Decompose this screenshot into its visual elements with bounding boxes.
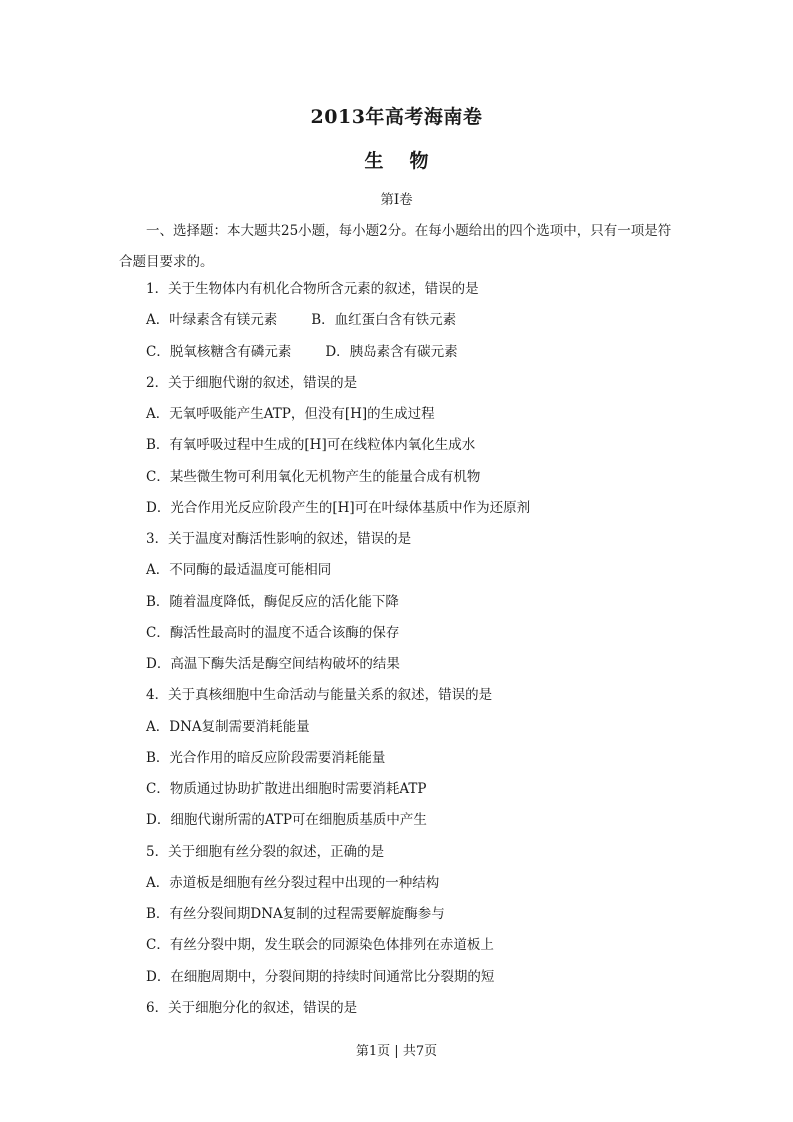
question-3-option-a: A．不同酶的最适温度可能相同 [146, 562, 332, 579]
section-instructions: 一、选择题：本大题共25小题，每小题2分。在每小题给出的四个选项中，只有一项是符合题目要求的。 [119, 223, 672, 270]
subject-heading: 生物 [364, 150, 455, 172]
question-2-option-a: A．无氧呼吸能产生ATP，但没有[H]的生成过程 [146, 406, 435, 422]
question-2-option-b: B．有氧呼吸过程中生成的[H]可在线粒体内氧化生成水 [146, 437, 476, 454]
question-5-option-b: B．有丝分裂间期DNA复制的过程需要解旋酶参与 [146, 906, 445, 922]
question-4-option-c: C．物质通过协助扩散进出细胞时需要消耗ATP [146, 781, 427, 797]
question-4-option-b: B．光合作用的暗反应阶段需要消耗能量 [146, 749, 386, 766]
question-1-stem: 1．关于生物体内有机化合物所含元素的叙述，错误的是 [146, 281, 479, 297]
question-3-option-b: B．随着温度降低，酶促反应的活化能下降 [146, 593, 399, 610]
question-5-stem: 5．关于细胞有丝分裂的叙述，正确的是 [146, 843, 385, 860]
question-1-option-c: C．脱氧核糖含有磷元素 [146, 343, 292, 360]
exam-title: 2013年高考海南卷 [310, 106, 483, 128]
page-footer: 第1页 | 共7页 [355, 1044, 438, 1059]
question-4-option-d: D．细胞代谢所需的ATP可在细胞质基质中产生 [146, 812, 427, 829]
question-3-option-d: D．高温下酶失活是酶空间结构破坏的结果 [146, 656, 400, 672]
question-3-stem: 3．关于温度对酶活性影响的叙述，错误的是 [146, 531, 412, 547]
question-4-stem: 4．关于真核细胞中生命活动与能量关系的叙述，错误的是 [146, 687, 493, 704]
question-1-options-cd [146, 337, 706, 368]
question-4-option-a: A．DNA复制需要消耗能量 [146, 718, 310, 735]
question-5-option-d: D．在细胞周期中，分裂间期的持续时间通常比分裂期的短 [146, 968, 495, 985]
question-2-stem: 2．关于细胞代谢的叙述，错误的是 [146, 374, 358, 391]
question-5-option-c: C．有丝分裂中期，发生联会的同源染色体排列在赤道板上 [146, 937, 494, 954]
question-list [146, 274, 706, 1024]
question-2-option-d: D．光合作用光反应阶段产生的[H]可在叶绿体基质中作为还原剂 [146, 499, 531, 516]
question-6-stem: 6．关于细胞分化的叙述，错误的是 [146, 999, 358, 1016]
question-1-option-b: B．血红蛋白含有铁元素 [311, 312, 457, 329]
volume-label: 第I卷 [380, 192, 413, 208]
question-5-option-a: A．赤道板是细胞有丝分裂过程中出现的一种结构 [146, 874, 440, 891]
question-1-option-a: A．叶绿素含有镁元素 [146, 312, 278, 329]
question-2-option-c: C．某些微生物可利用氧化无机物产生的能量合成有机物 [146, 468, 481, 485]
question-3-option-c: C．酶活性最高时的温度不适合该酶的保存 [146, 624, 400, 641]
question-1-options-ab [146, 305, 706, 336]
question-1-option-d: D．胰岛素含有碳元素 [325, 343, 458, 360]
